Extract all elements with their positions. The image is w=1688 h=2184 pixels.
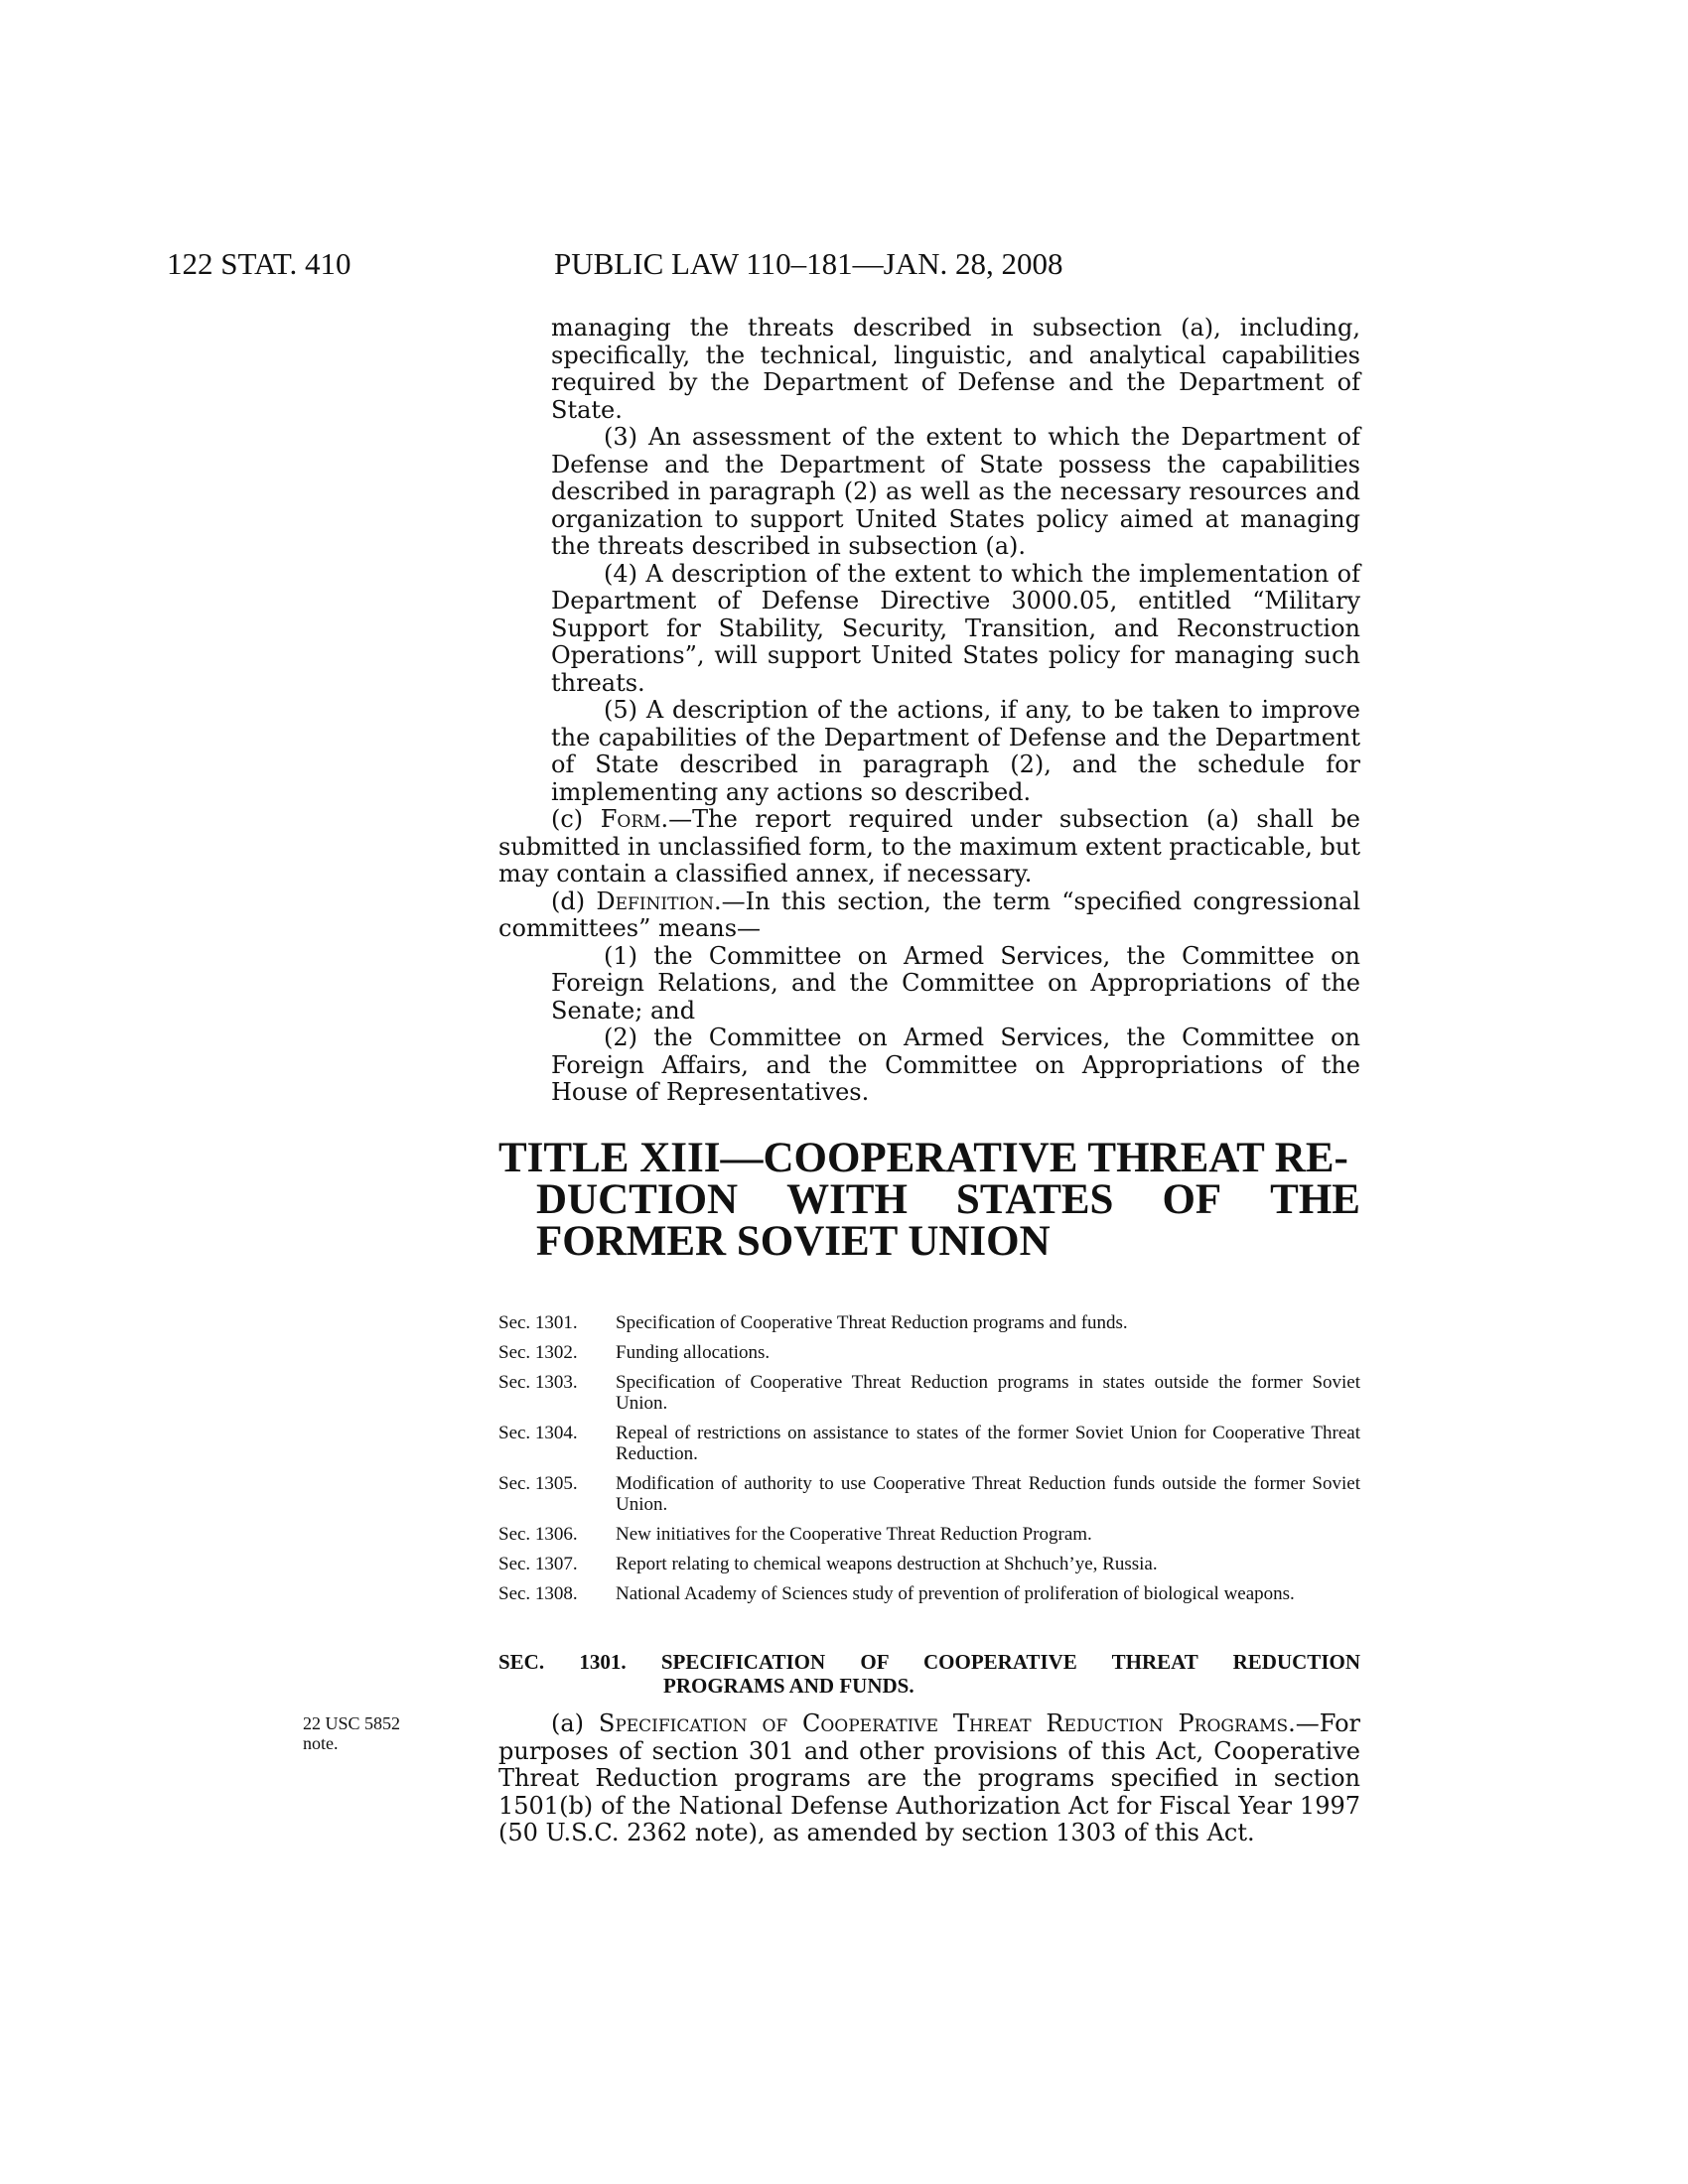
toc-section-number: Sec. 1305. (498, 1473, 578, 1494)
toc-section-number: Sec. 1303. (498, 1372, 578, 1393)
subsection-d-label: (d) (551, 887, 597, 915)
subsection-c-label: (c) (551, 805, 601, 833)
subsection-d-text: .—In this section, the term “specified congressional committees” means— (498, 887, 1360, 942)
toc-section-title: Specification of Cooperative Threat Reduction programs in states outside the former Soviet Union. (616, 1372, 1360, 1414)
subsection-d-definition (498, 888, 1360, 943)
toc-row (498, 1342, 1360, 1363)
toc-row (498, 1554, 1360, 1574)
section-1301-heading (498, 1650, 1360, 1698)
toc-section-title: National Academy of Sciences study of prevention of proliferation of biological weapons. (616, 1583, 1295, 1604)
subsection-c-form (498, 806, 1360, 888)
toc-section-number: Sec. 1304. (498, 1423, 578, 1443)
title-word: STATES (955, 1176, 1114, 1223)
section-heading-line-1: SEC. 1301. SPECIFICATION OF COOPERATIVE THREAT REDUCTION (498, 1650, 1360, 1674)
toc-section-number: Sec. 1306. (498, 1524, 578, 1545)
title-heading (498, 1135, 1360, 1265)
subsection-a-label: (a) (551, 1709, 599, 1737)
title-word: OF (1162, 1176, 1222, 1223)
title-line-2 (498, 1176, 1360, 1223)
title-line-3: FORMER SOVIET UNION (536, 1218, 1051, 1265)
margin-note-line-1: 22 USC 5852 (303, 1713, 401, 1733)
toc-section-number: Sec. 1308. (498, 1583, 578, 1604)
toc-row (498, 1312, 1360, 1333)
toc-section-title: Repeal of restrictions on assistance to states of the former Soviet Union for Cooperative Threat Reduction. (616, 1423, 1360, 1464)
title-word: DUCTION (536, 1176, 739, 1223)
table-of-contents (498, 1312, 1360, 1613)
section-1301-body (498, 1710, 1360, 1847)
title-word: THE (1270, 1176, 1360, 1223)
toc-section-number: Sec. 1302. (498, 1342, 578, 1363)
toc-row (498, 1473, 1360, 1515)
subsection-a-text: .—For purposes of section 301 and other provisions of this Act, Cooperative Threat Reduction programs are the programs specified in section 1501(b) of the National Defense Authorization Act for Fiscal Year 1997 (50 U.S.C. 2362 note), as amended by section 1303 of this Act. (498, 1709, 1360, 1846)
toc-section-title: Modification of authority to use Cooperative Threat Reduction funds outside the former Soviet Union. (616, 1473, 1360, 1515)
toc-section-title: Specification of Cooperative Threat Reduction programs and funds. (616, 1312, 1128, 1333)
toc-section-number: Sec. 1301. (498, 1312, 578, 1333)
subsection-c-text: .—The report required under subsection (a) shall be submitted in unclassified form, to the maximum extent practicable, but may contain a classified annex, if necessary. (498, 805, 1361, 887)
usc-margin-note (303, 1713, 452, 1753)
definition-item-1: (1) the Committee on Armed Services, the Committee on Foreign Relations, and the Committee on Appropriations of the Senate; and (551, 941, 1360, 1024)
paragraph-continued: managing the threats described in subsection (a), including, specifically, the technical, linguistic, and analytical capabilities required by the Department of Defense and the Department of State. (551, 314, 1360, 424)
section-heading-line-2: PROGRAMS AND FUNDS. (663, 1674, 914, 1698)
report-content-body (498, 315, 1360, 1107)
subsection-a-heading: Specification of Cooperative Threat Reduction Programs (598, 1709, 1289, 1737)
margin-note-line-2: note. (303, 1733, 339, 1753)
paragraph-3: (3) An assessment of the extent to which the Department of Defense and the Department of State possess the capabilities described in paragraph (2) as well as the necessary resources and organization to support United States policy aimed at managing the threats described in subsection (a). (551, 423, 1360, 560)
public-law-citation: PUBLIC LAW 110–181—JAN. 28, 2008 (554, 246, 1063, 281)
subsection-c-heading: Form (600, 805, 661, 833)
toc-row (498, 1372, 1360, 1414)
toc-row (498, 1583, 1360, 1604)
subsection-a-specification (498, 1710, 1360, 1847)
toc-section-title: Report relating to chemical weapons destruction at Shchuch’ye, Russia. (616, 1554, 1158, 1574)
page-header (0, 246, 1688, 286)
paragraph-4: (4) A description of the extent to which the implementation of Department of Defense Directive 3000.05, entitled “Military Support for Stability, Security, Transition, and Reconstruction Operations”, will support United States policy for managing such threats. (551, 559, 1360, 697)
toc-row (498, 1524, 1360, 1545)
toc-row (498, 1423, 1360, 1464)
statute-page-number: 122 STAT. 410 (167, 246, 352, 281)
toc-section-title: Funding allocations. (616, 1342, 771, 1363)
definition-item-2: (2) the Committee on Armed Services, the Committee on Foreign Affairs, and the Committee on Appropriations of the House of Representatives. (551, 1024, 1360, 1106)
title-word: WITH (786, 1176, 908, 1223)
paragraph-5: (5) A description of the actions, if any, to be taken to improve the capabilities of the Department of Defense and the Department of State described in paragraph (2), and the schedule for implementing any actions so described. (551, 696, 1360, 806)
title-line-1: TITLE XIII—COOPERATIVE THREAT RE- (498, 1135, 1348, 1181)
subsection-d-heading: Definition (596, 887, 714, 915)
toc-section-number: Sec. 1307. (498, 1554, 578, 1574)
toc-section-title: New initiatives for the Cooperative Threat Reduction Program. (616, 1524, 1092, 1545)
